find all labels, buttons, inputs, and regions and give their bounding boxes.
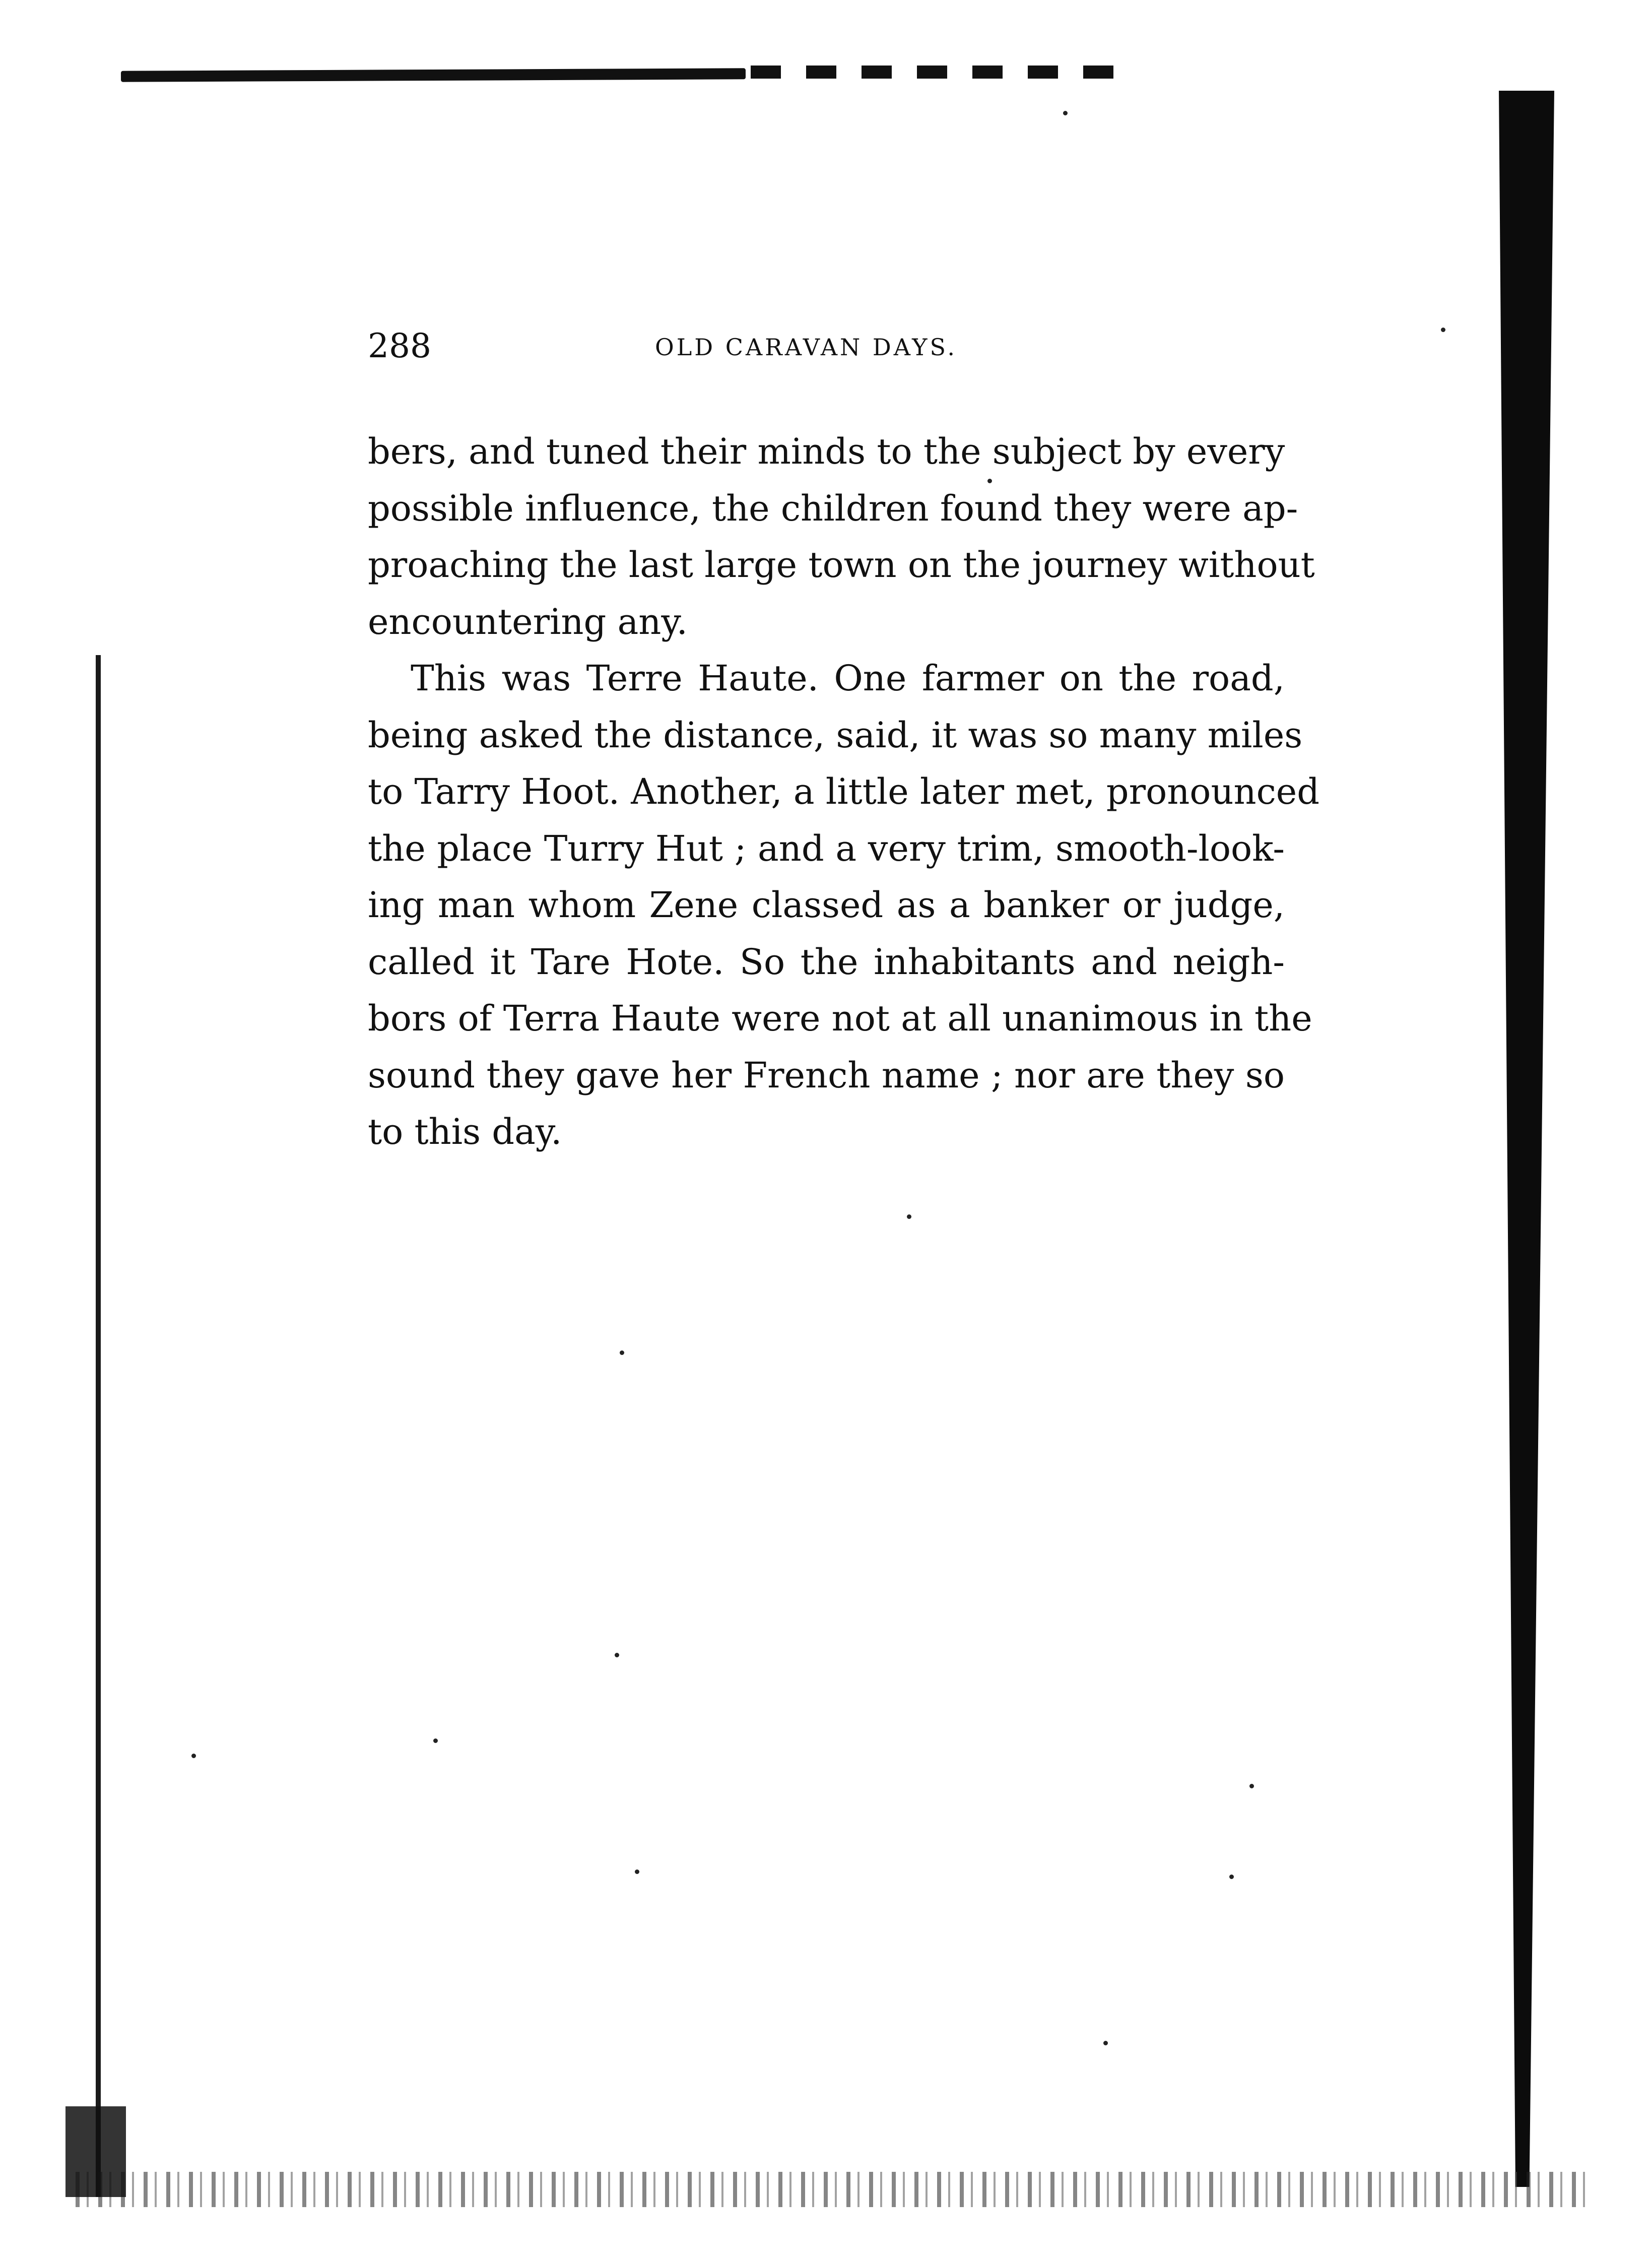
text-line: to this day. <box>368 1111 562 1152</box>
scan-speck <box>1229 1875 1234 1879</box>
scan-speck <box>635 1869 639 1874</box>
scan-top-dashes <box>751 66 1113 79</box>
text-line: being asked the distance, said, it was so many miles <box>368 714 1303 756</box>
page-header <box>368 322 1285 368</box>
scan-speck <box>433 1738 438 1743</box>
text-line: called it Tare Hote. So the inhabitants and neigh- <box>368 941 1285 983</box>
body-text <box>368 423 1320 1160</box>
scan-speck <box>191 1754 196 1758</box>
text-line: sound they gave her French name ; nor are they so <box>368 1054 1285 1096</box>
scan-left-edge <box>96 655 101 2197</box>
scan-speck <box>615 1653 619 1657</box>
scan-speck <box>1103 2041 1108 2045</box>
scan-bottom-left-shadow <box>65 2106 126 2197</box>
text-line: possible influence, the children found they were ap- <box>368 487 1298 529</box>
scan-speck <box>1441 328 1445 332</box>
text-line: encountering any. <box>368 601 688 642</box>
scan-top-rule <box>121 68 746 82</box>
text-line: proaching the last large town on the journey without <box>368 544 1315 586</box>
scan-speck <box>620 1350 624 1355</box>
paragraph-1 <box>368 423 1315 650</box>
text-line: This was Terre Haute. One farmer on the road, <box>411 658 1285 699</box>
scan-speck <box>1249 1784 1254 1788</box>
text-line: bers, and tuned their minds to the subject by every <box>368 431 1285 472</box>
text-line: ing man whom Zene classed as a banker or judge, <box>368 884 1285 926</box>
scan-speck <box>907 1214 911 1219</box>
text-line: bors of Terra Haute were not at all unanimous in the <box>368 998 1312 1039</box>
running-head: OLD CARAVAN DAYS. <box>655 334 958 361</box>
scan-right-edge-shadow <box>1499 91 1554 2187</box>
scan-bottom-noise <box>76 2172 1587 2207</box>
text-line: the place Turry Hut ; and a very trim, smooth-look- <box>368 827 1285 869</box>
paragraph-2 <box>368 650 1320 1160</box>
text-line: to Tarry Hoot. Another, a little later met, pronounced <box>368 771 1320 812</box>
scan-speck <box>1063 111 1068 115</box>
page-number: 288 <box>368 327 431 365</box>
